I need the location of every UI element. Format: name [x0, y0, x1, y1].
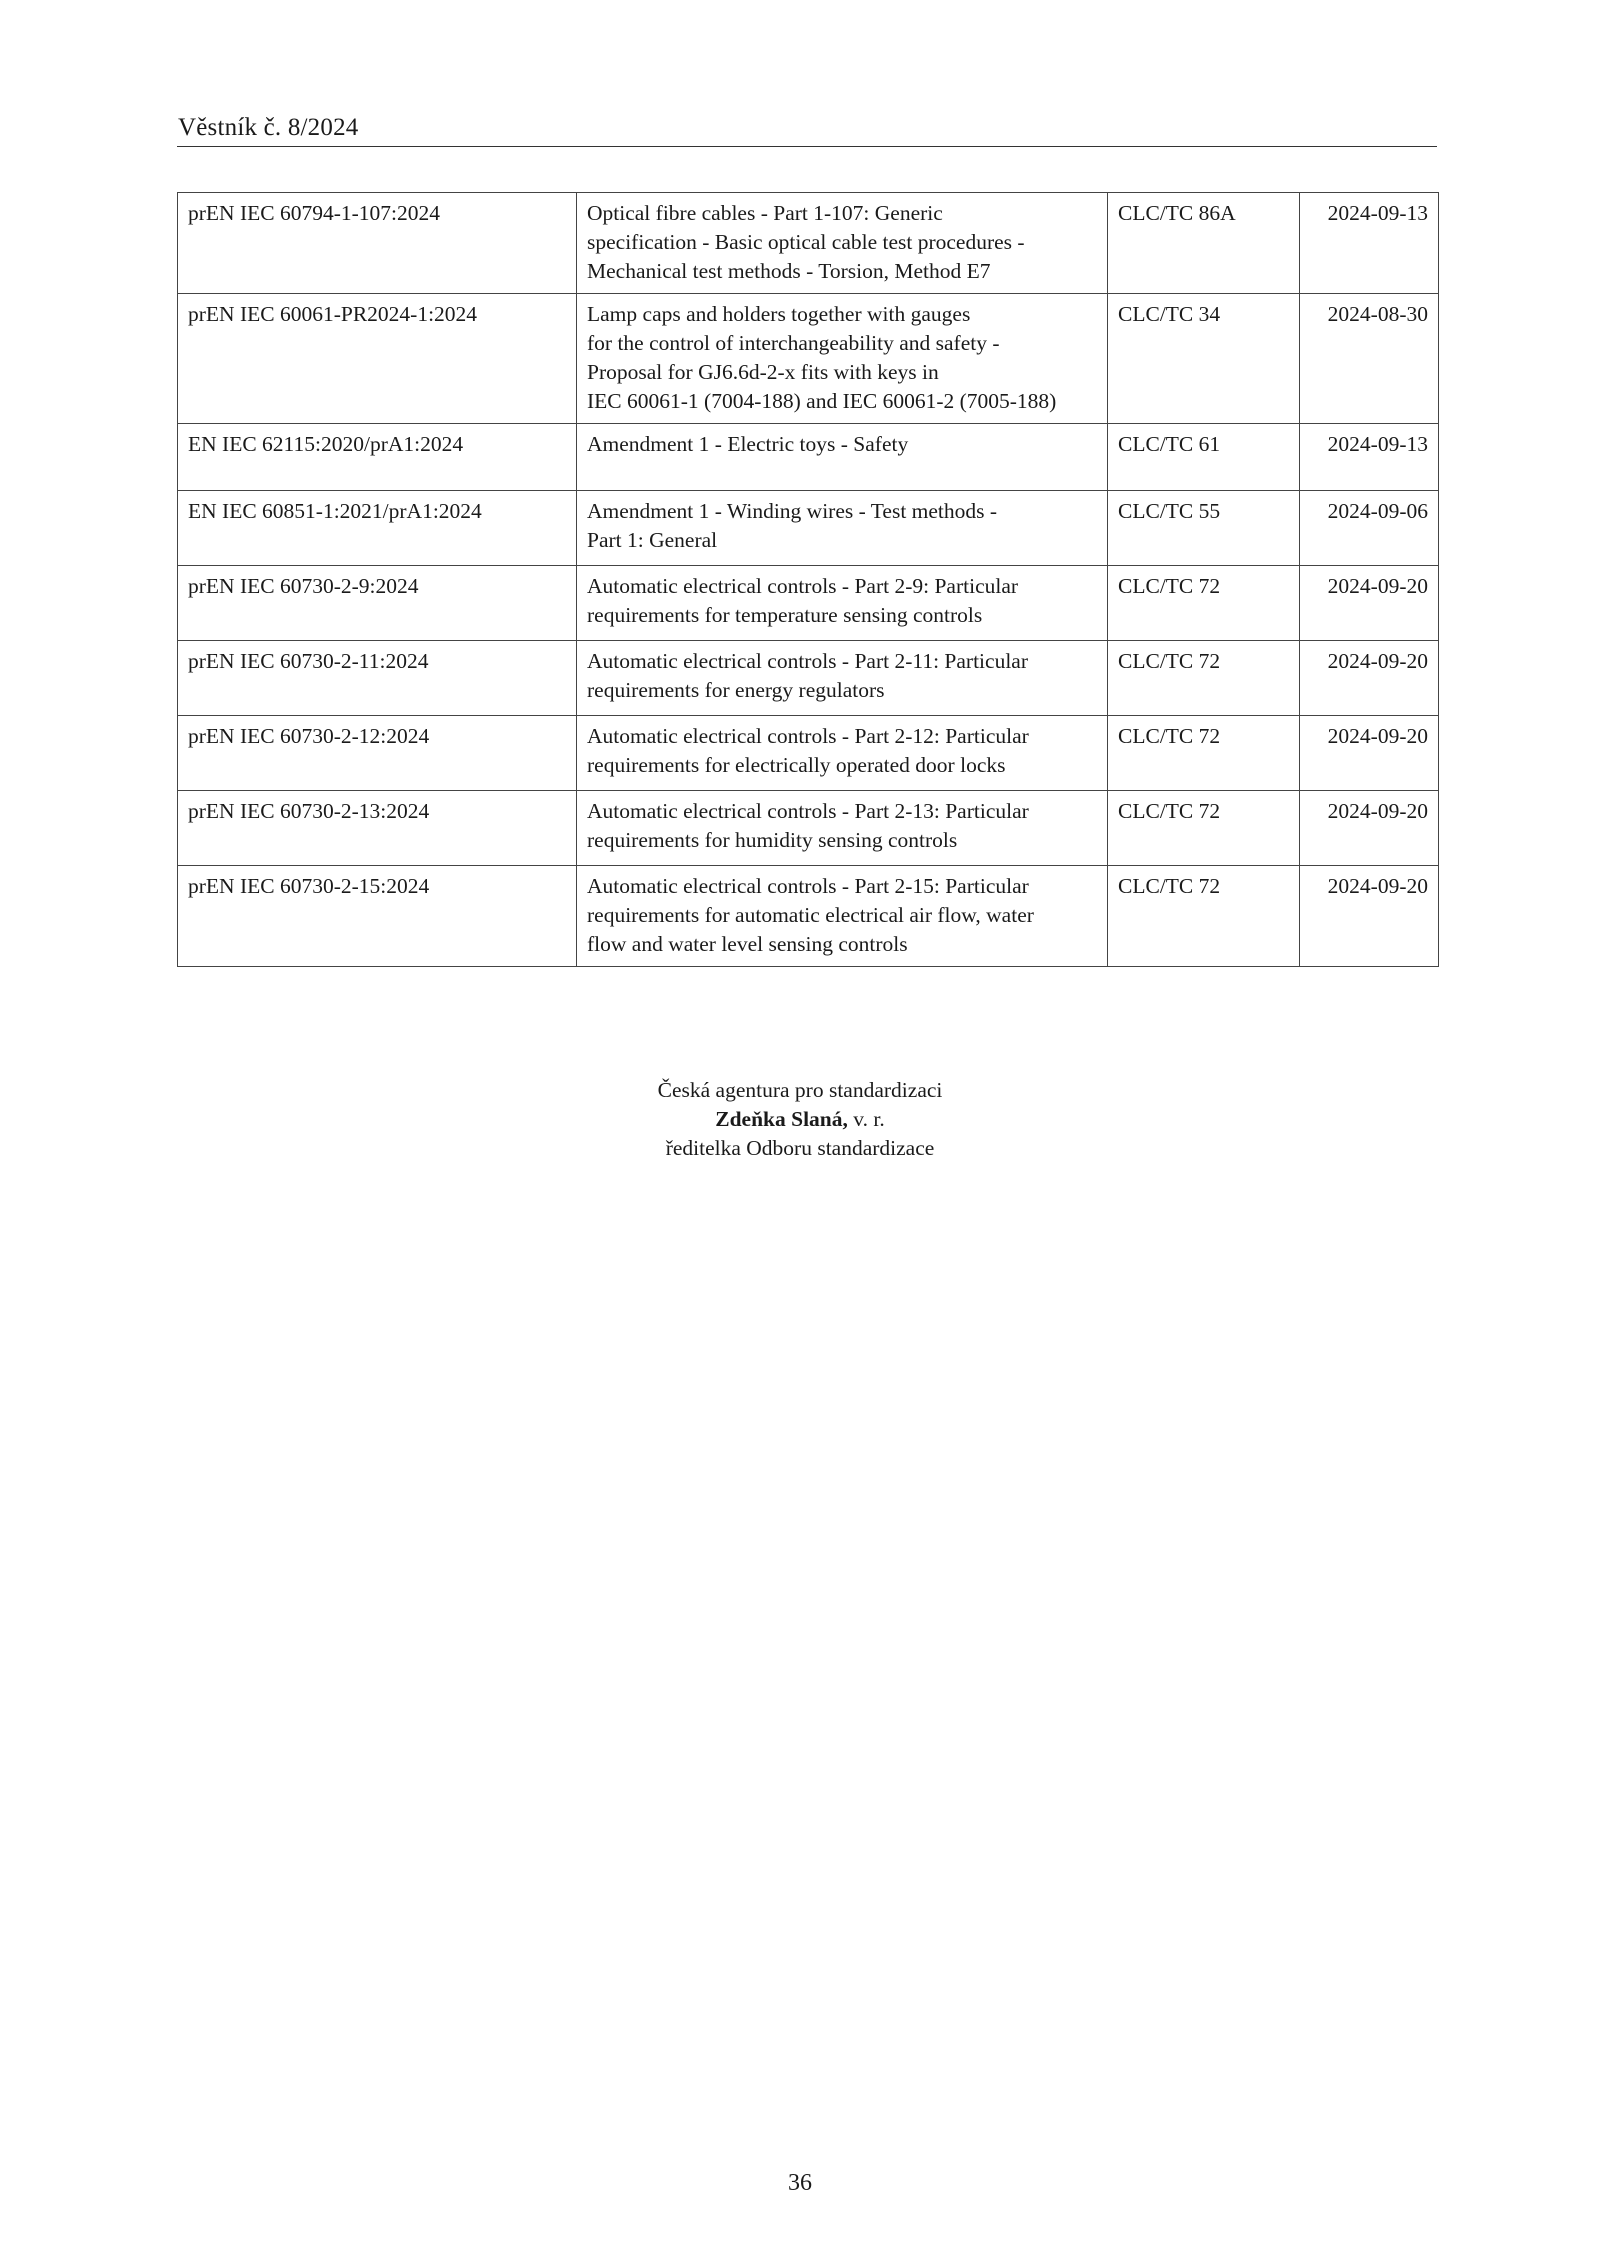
signatory-position: ředitelka Odboru standardizace	[665, 1136, 935, 1160]
technical-committee: CLC/TC 86A	[1108, 193, 1300, 294]
standard-title-line: Optical fibre cables - Part 1-107: Generic	[587, 201, 943, 225]
comment-deadline: 2024-09-13	[1300, 424, 1439, 491]
table-row	[178, 294, 1439, 424]
technical-committee: CLC/TC 34	[1108, 294, 1300, 424]
comment-deadline: 2024-09-20	[1300, 716, 1439, 791]
standard-title-line: Automatic electrical controls - Part 2-13: Particular	[587, 799, 1029, 823]
standard-title	[577, 566, 1108, 641]
table-row	[178, 193, 1439, 294]
table-row	[178, 716, 1439, 791]
standard-title-line: requirements for temperature sensing controls	[587, 603, 983, 627]
standard-code: prEN IEC 60730-2-13:2024	[178, 791, 577, 866]
standard-title-line: flow and water level sensing controls	[587, 932, 908, 956]
standard-title-line: Amendment 1 - Electric toys - Safety	[587, 432, 909, 456]
standard-code: prEN IEC 60730-2-11:2024	[178, 641, 577, 716]
standard-title-line: Automatic electrical controls - Part 2-9: Particular	[587, 574, 1019, 598]
standard-title	[577, 791, 1108, 866]
standard-code: prEN IEC 60730-2-9:2024	[178, 566, 577, 641]
signatory-suffix: v. r.	[847, 1107, 885, 1131]
standard-title	[577, 716, 1108, 791]
technical-committee: CLC/TC 72	[1108, 641, 1300, 716]
table-row	[178, 791, 1439, 866]
standard-title	[577, 641, 1108, 716]
header-rule	[177, 146, 1437, 147]
signature-organization: Česká agentura pro standardizaci	[657, 1078, 943, 1102]
table-row	[178, 566, 1439, 641]
standard-code: prEN IEC 60730-2-15:2024	[178, 866, 577, 967]
technical-committee: CLC/TC 72	[1108, 866, 1300, 967]
standard-title-line: Amendment 1 - Winding wires - Test methods -	[587, 499, 998, 523]
page-number: 36	[788, 2170, 812, 2196]
table-row	[178, 491, 1439, 566]
comment-deadline: 2024-09-20	[1300, 566, 1439, 641]
standard-title-line: requirements for automatic electrical air flow, water	[587, 903, 1034, 927]
standard-title-line: IEC 60061-1 (7004-188) and IEC 60061-2 (7005-188)	[587, 389, 1057, 413]
technical-committee: CLC/TC 61	[1108, 424, 1300, 491]
standard-title-line: requirements for humidity sensing controls	[587, 828, 958, 852]
technical-committee: CLC/TC 72	[1108, 566, 1300, 641]
comment-deadline: 2024-09-20	[1300, 866, 1439, 967]
table-row	[178, 866, 1439, 967]
standard-title-line: Lamp caps and holders together with gauges	[587, 302, 971, 326]
standards-table	[177, 192, 1439, 967]
technical-committee: CLC/TC 55	[1108, 491, 1300, 566]
standard-code: EN IEC 62115:2020/prA1:2024	[178, 424, 577, 491]
signature-block	[0, 1076, 1600, 1163]
standard-title-line: requirements for energy regulators	[587, 678, 885, 702]
standard-title	[577, 294, 1108, 424]
technical-committee: CLC/TC 72	[1108, 716, 1300, 791]
standard-code: prEN IEC 60730-2-12:2024	[178, 716, 577, 791]
standard-title-line: Part 1: General	[587, 528, 718, 552]
standard-title	[577, 491, 1108, 566]
standard-title	[577, 193, 1108, 294]
standard-title-line: specification - Basic optical cable test procedures -	[587, 230, 1025, 254]
standard-title-line: Automatic electrical controls - Part 2-12: Particular	[587, 724, 1029, 748]
standard-title-line: Automatic electrical controls - Part 2-11: Particular	[587, 649, 1028, 673]
comment-deadline: 2024-08-30	[1300, 294, 1439, 424]
standard-code: prEN IEC 60061-PR2024-1:2024	[178, 294, 577, 424]
standard-title-line: for the control of interchangeability and safety -	[587, 331, 1000, 355]
standard-title	[577, 424, 1108, 491]
page-header-title: Věstník č. 8/2024	[178, 114, 359, 141]
signatory-name: Zdeňka Slaná,	[715, 1107, 848, 1131]
standard-title-line: requirements for electrically operated door locks	[587, 753, 1006, 777]
comment-deadline: 2024-09-13	[1300, 193, 1439, 294]
table-row	[178, 424, 1439, 491]
table-row	[178, 641, 1439, 716]
comment-deadline: 2024-09-20	[1300, 791, 1439, 866]
standard-title	[577, 866, 1108, 967]
comment-deadline: 2024-09-06	[1300, 491, 1439, 566]
standard-code: prEN IEC 60794-1-107:2024	[178, 193, 577, 294]
standard-title-line: Proposal for GJ6.6d-2-x fits with keys in	[587, 360, 939, 384]
signature-name-line	[0, 1105, 1600, 1134]
technical-committee: CLC/TC 72	[1108, 791, 1300, 866]
standard-title-line: Mechanical test methods - Torsion, Method E7	[587, 259, 991, 283]
comment-deadline: 2024-09-20	[1300, 641, 1439, 716]
standard-title-line: Automatic electrical controls - Part 2-15: Particular	[587, 874, 1029, 898]
standard-code: EN IEC 60851-1:2021/prA1:2024	[178, 491, 577, 566]
